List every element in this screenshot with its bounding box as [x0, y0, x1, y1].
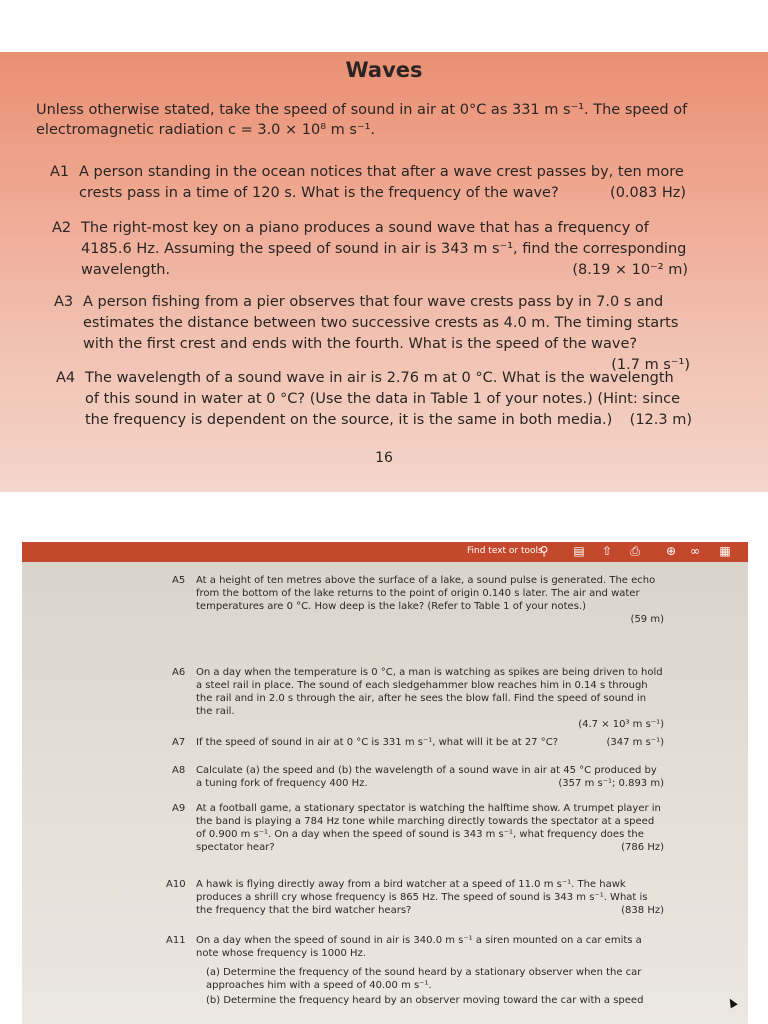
problem-a9 [172, 802, 664, 854]
problem-number: A5 [172, 575, 186, 586]
menu-icon[interactable]: ▦ [719, 544, 731, 558]
problem-text: A person standing in the ocean notices that after a wave crest passes by, ten more crests pass in a time of 120 s. What is the frequency of the wave? [79, 164, 684, 201]
problem-text: The right-most key on a piano produces a sound wave that has a frequency of 4185.6 Hz. Assuming the speed of sound in air is 343 m s⁻¹, find the corresponding wavelength. [81, 220, 687, 278]
problem-answer: (59 m) [630, 614, 664, 625]
problem-a6 [172, 666, 664, 731]
problem-text: On a day when the temperature is 0 °C, a man is watching as spikes are being driven to hold a steel rail in place. The sound of each sledgehammer blow reaches him in 0.14 s through the rail and in 2.0 s through the air, after he sees the blow fall. Find the speed of sound in the rail. [196, 667, 663, 717]
problem-answer: (12.3 m) [629, 412, 692, 428]
problem-answer: (347 m s⁻¹) [606, 737, 664, 748]
problem-answer: (1.7 m s⁻¹) [611, 357, 690, 373]
page-title: Waves [345, 58, 423, 82]
problem-a1 [50, 162, 686, 204]
problem-a5 [172, 574, 664, 626]
problem-text: If the speed of sound in air at 0 °C is 331 m s⁻¹, what will it be at 27 °C? [196, 737, 559, 748]
problem-number: A10 [166, 879, 186, 890]
intro-paragraph: Unless otherwise stated, take the speed of sound in air at 0°C as 331 m s⁻¹. The speed of electromagnetic radiation c = 3.0 × 10⁸ m s⁻¹. [36, 102, 688, 138]
problem-a4 [56, 368, 692, 431]
problem-number: A9 [172, 803, 186, 814]
problem-answer: (838 Hz) [621, 905, 664, 916]
problem-text: The wavelength of a sound wave in air is 2.76 m at 0 °C. What is the wavelength of this sound in water at 0 °C? (Use the data in Table 1 of your notes.) (Hint: since the frequency is dependent on the source, it is the same in both media.) [85, 370, 681, 428]
part-a: (a) Determine the frequency of the sound heard by a stationary observer when the car approaches him with a speed of 40.00 m s⁻¹. [206, 967, 642, 991]
problem-text: At a football game, a stationary spectator is watching the halftime show. A trumpet player in the band is playing a 784 Hz tone while marching directly towards the spectator at a speed of 0.900 m s⁻¹. On a day when the speed of sound is 343 m s⁻¹, what frequency does the spectator hear? [196, 803, 661, 853]
problem-text: On a day when the speed of sound in air is 340.0 m s⁻¹ a siren mounted on a car emits a note whose frequency is 1000 Hz. [196, 935, 642, 959]
problem-answer: (357 m s⁻¹; 0.893 m) [558, 778, 664, 789]
problem-number: A4 [56, 370, 76, 386]
part-b: (b) Determine the frequency heard by an observer moving toward the car with a speed [206, 995, 644, 1006]
problem-text: Calculate (a) the speed and (b) the wavelength of a sound wave in air at 45 °C produced by a tuning fork of frequency 400 Hz. [196, 765, 657, 789]
upload-icon[interactable]: ⇧ [601, 544, 613, 558]
page-two [22, 542, 748, 1024]
problem-number: A3 [54, 294, 74, 310]
page-one [0, 52, 768, 492]
problem-number: A2 [52, 220, 72, 236]
problem-text: At a height of ten metres above the surface of a lake, a sound pulse is generated. The echo from the bottom of the lake returns to the point of origin 0.140 s later. The air and water temperatures are 0 °C. How deep is the lake? (Refer to Table 1 of your notes.) [196, 575, 656, 612]
problem-answer: (0.083 Hz) [610, 185, 686, 201]
zoom-icon[interactable]: ⊕ [665, 544, 677, 558]
problem-a11 [166, 934, 664, 1007]
problem-a8 [172, 764, 664, 790]
problem-answer: (4.7 × 10³ m s⁻¹) [578, 719, 664, 730]
problem-text: A hawk is flying directly away from a bird watcher at a speed of 11.0 m s⁻¹. The hawk produces a shrill cry whose frequency is 865 Hz. The speed of sound is 343 m s⁻¹. What is the frequency that the bird watcher hears? [196, 879, 648, 916]
problem-answer: (8.19 × 10⁻² m) [572, 262, 688, 278]
problem-text: A person fishing from a pier observes that four wave crests pass by in 7.0 s and estimates the distance between two successive crests as 4.0 m. The timing starts with the first crest and ends with the fourth. What is the speed of the wave? [83, 294, 679, 352]
print-icon[interactable]: ⎙ [630, 544, 640, 558]
problem-a3 [54, 292, 690, 376]
problem-a7 [172, 736, 664, 749]
page-number: 16 [375, 450, 393, 466]
problem-number: A7 [172, 737, 186, 748]
problem-number: A11 [166, 935, 186, 946]
mouse-cursor-icon [726, 997, 737, 1009]
save-icon[interactable]: ▤ [573, 544, 585, 558]
link-icon[interactable]: ∞ [690, 544, 700, 558]
pdf-toolbar [22, 542, 748, 562]
search-icon[interactable]: ⚲ [539, 544, 549, 558]
problem-number: A6 [172, 667, 186, 678]
problem-number: A8 [172, 765, 186, 776]
problem-answer: (786 Hz) [621, 842, 664, 853]
find-tools-field[interactable]: Find text or tools [467, 546, 543, 556]
problem-number: A1 [50, 164, 70, 180]
problem-a10 [166, 878, 664, 917]
problem-a2 [52, 218, 688, 281]
